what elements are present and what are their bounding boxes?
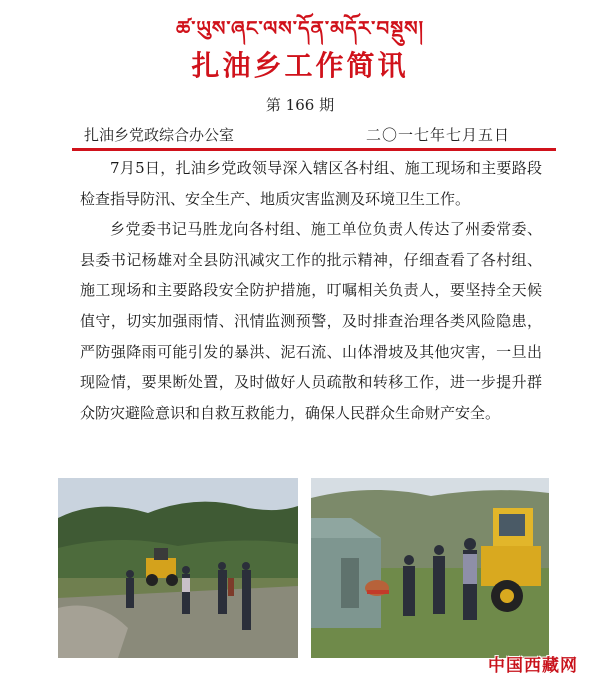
tibetan-masthead: ཚ་ཡུས་ཞང་ལས་དོན་མདོར་བསྡུས།	[175, 16, 425, 40]
photo-inspection-worksite	[311, 478, 549, 658]
article-paragraph-1: 7月5日，扎油乡党政领导深入辖区各村组、施工现场和主要路段检查指导防汛、安全生产、地质灾害监测及环境卫生工作。	[80, 159, 542, 208]
issue-date: 二〇一七年七月五日	[366, 126, 511, 144]
article-paragraph-2: 乡党委书记马胜龙向各村组、施工单位负责人传达了州委常委、县委书记杨雄对全县防汛减灾工作的批示精神，仔细查看了各村组、施工现场和主要路段安全防护措施，叮嘱相关负责人，要坚持全天候值守，切实加强雨情、汛情监测预警，及时排查治理各类风险隐患，严防强降雨可能引发的暴洪、泥石流、山体滑坡及其他灾害，一旦出现险情，要果断处置，及时做好人员疏散和转移工作，进一步提升群众防灾避险意识和自救互救能力，确保人民群众生命财产安全。	[80, 220, 542, 422]
header-divider	[72, 148, 556, 151]
article-body	[80, 153, 542, 428]
newsletter-title: 扎油乡工作简讯	[191, 49, 409, 82]
issuing-office: 扎油乡党政综合办公室	[84, 126, 235, 144]
source-watermark: 中国西藏网	[488, 656, 578, 676]
photo-inspection-roadside	[58, 478, 298, 658]
issue-number: 第 166 期	[265, 96, 335, 114]
